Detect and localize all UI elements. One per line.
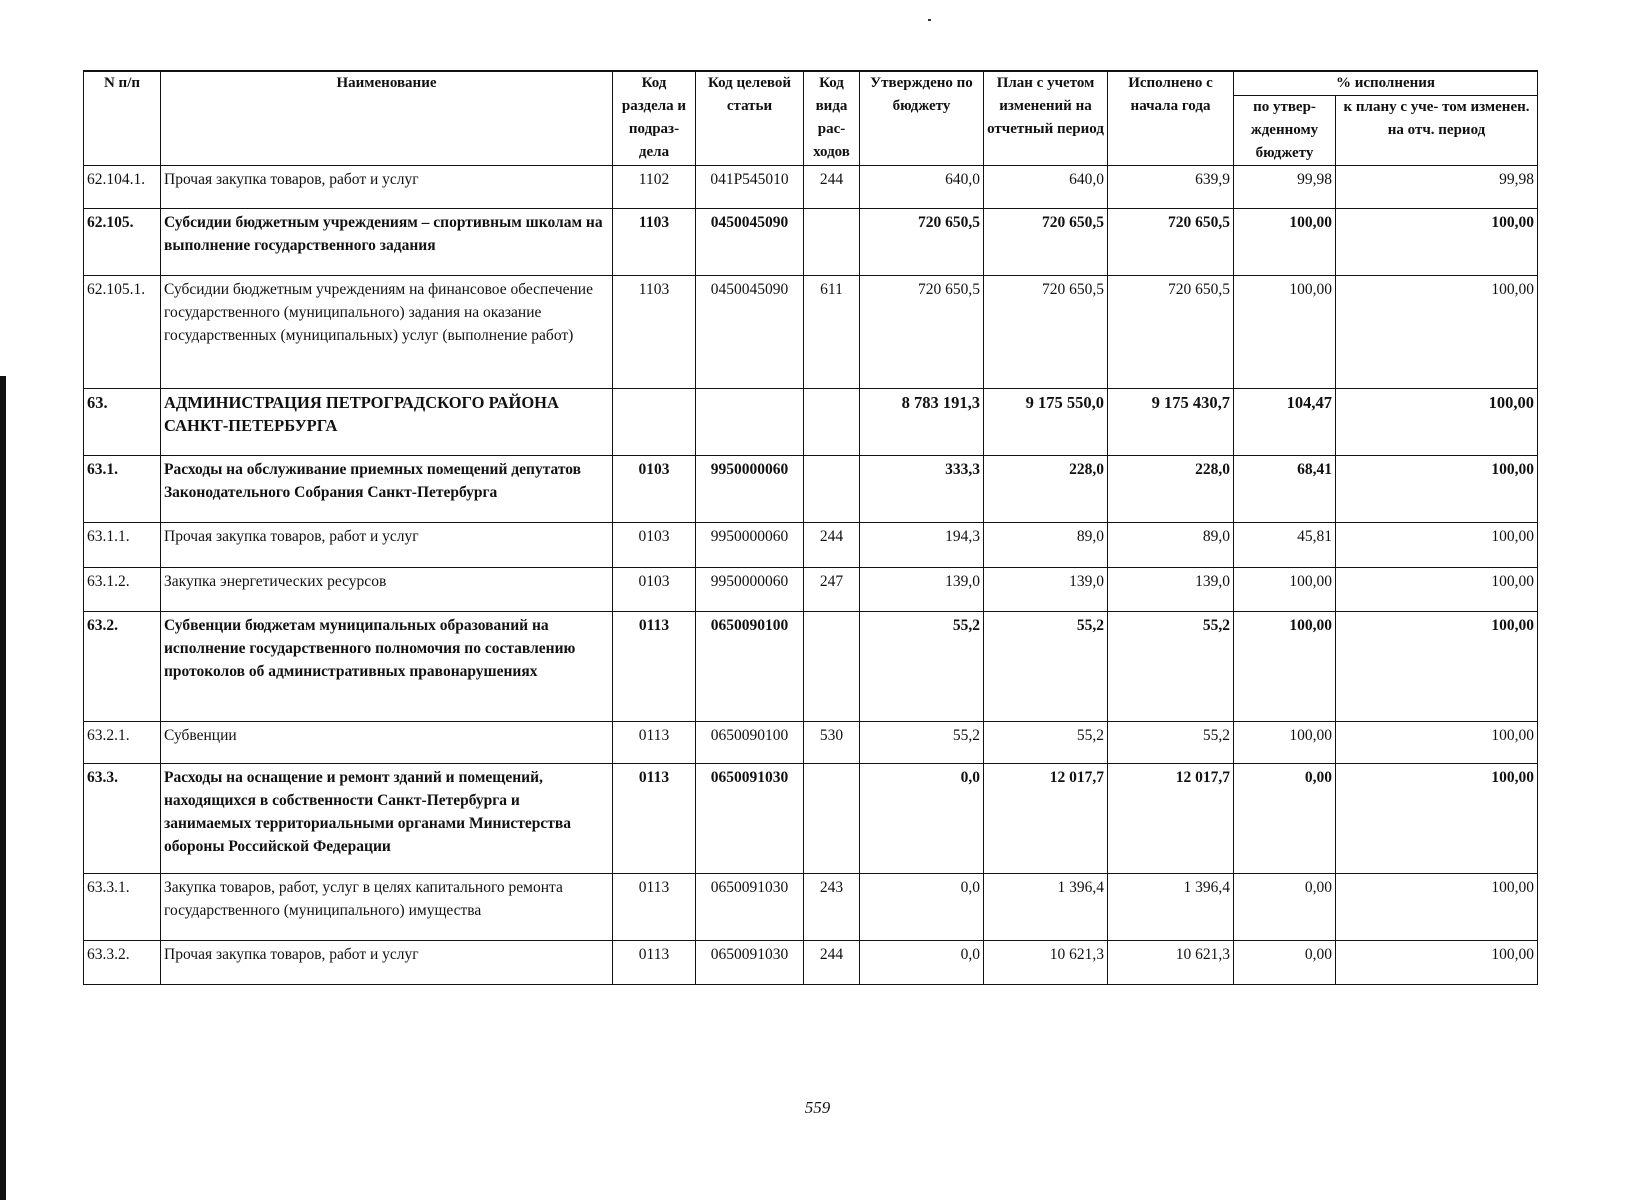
row-name: Субвенции бюджетам муниципальных образований на исполнение государственного полномочия по составлению протоколов об административных правонарушениях <box>161 612 613 722</box>
row-pct-plan: 100,00 <box>1336 276 1538 389</box>
row-pct-plan: 100,00 <box>1336 722 1538 764</box>
header-approved: Утверждено по бюджету <box>860 71 984 166</box>
row-expense-code <box>804 612 860 722</box>
header-expense-code: Код вида рас- ходов <box>804 71 860 166</box>
row-section-code <box>613 389 696 456</box>
row-expense-code: 244 <box>804 523 860 568</box>
row-pct-budget: 100,00 <box>1234 568 1336 612</box>
row-target-code: 041P545010 <box>696 166 804 209</box>
row-executed: 639,9 <box>1108 166 1234 209</box>
row-approved: 55,2 <box>860 612 984 722</box>
row-pct-budget: 100,00 <box>1234 722 1336 764</box>
row-executed: 89,0 <box>1108 523 1234 568</box>
row-executed: 55,2 <box>1108 722 1234 764</box>
table-row <box>84 209 1538 276</box>
row-section-code: 1103 <box>613 276 696 389</box>
row-section-code: 0103 <box>613 568 696 612</box>
row-target-code: 0450045090 <box>696 209 804 276</box>
header-row <box>84 71 1538 96</box>
row-approved: 0,0 <box>860 941 984 985</box>
row-num: 63.2.1. <box>84 722 161 764</box>
row-executed: 10 621,3 <box>1108 941 1234 985</box>
row-executed: 139,0 <box>1108 568 1234 612</box>
row-pct-budget: 68,41 <box>1234 456 1336 523</box>
row-target-code: 0650091030 <box>696 874 804 941</box>
row-target-code: 9950000060 <box>696 456 804 523</box>
row-section-code: 0113 <box>613 764 696 874</box>
row-num: 62.104.1. <box>84 166 161 209</box>
row-name: Расходы на оснащение и ремонт зданий и помещений, находящихся в собственности Санкт-Петербурга и занимаемых территориальными органами Министерства обороны Российской Федерации <box>161 764 613 874</box>
row-section-code: 1103 <box>613 209 696 276</box>
row-name: Прочая закупка товаров, работ и услуг <box>161 941 613 985</box>
row-pct-budget: 0,00 <box>1234 874 1336 941</box>
header-pct-budget: по утвер- жденному бюджету <box>1234 96 1336 166</box>
scan-edge <box>0 376 6 1200</box>
row-expense-code: 244 <box>804 166 860 209</box>
row-plan: 1 396,4 <box>984 874 1108 941</box>
row-num: 63.1. <box>84 456 161 523</box>
header-plan: План с учетом изменений на отчетный период <box>984 71 1108 166</box>
row-approved: 720 650,5 <box>860 209 984 276</box>
row-pct-budget: 0,00 <box>1234 941 1336 985</box>
row-section-code: 1102 <box>613 166 696 209</box>
row-pct-budget: 100,00 <box>1234 612 1336 722</box>
row-name: Субсидии бюджетным учреждениям – спортивным школам на выполнение государственного задания <box>161 209 613 276</box>
row-name: Закупка товаров, работ, услуг в целях капитального ремонта государственного (муниципального) имущества <box>161 874 613 941</box>
table-row <box>84 456 1538 523</box>
row-pct-budget: 0,00 <box>1234 764 1336 874</box>
row-target-code <box>696 389 804 456</box>
row-plan: 139,0 <box>984 568 1108 612</box>
row-pct-plan: 100,00 <box>1336 941 1538 985</box>
row-target-code: 0650091030 <box>696 764 804 874</box>
table-row <box>84 568 1538 612</box>
row-plan: 12 017,7 <box>984 764 1108 874</box>
row-name: АДМИНИСТРАЦИЯ ПЕТРОГРАДСКОГО РАЙОНА САНКТ-ПЕТЕРБУРГА <box>161 389 613 456</box>
row-pct-budget: 104,47 <box>1234 389 1336 456</box>
row-approved: 139,0 <box>860 568 984 612</box>
row-approved: 55,2 <box>860 722 984 764</box>
row-section-code: 0113 <box>613 612 696 722</box>
row-pct-budget: 100,00 <box>1234 209 1336 276</box>
row-section-code: 0113 <box>613 874 696 941</box>
row-num: 63.1.2. <box>84 568 161 612</box>
row-approved: 0,0 <box>860 764 984 874</box>
header-pct-group: % исполнения <box>1234 71 1538 96</box>
row-target-code: 0650090100 <box>696 612 804 722</box>
row-pct-plan: 100,00 <box>1336 874 1538 941</box>
row-pct-plan: 100,00 <box>1336 209 1538 276</box>
row-num: 63.3.1. <box>84 874 161 941</box>
row-num: 63. <box>84 389 161 456</box>
row-expense-code: 611 <box>804 276 860 389</box>
row-expense-code <box>804 764 860 874</box>
row-approved: 333,3 <box>860 456 984 523</box>
row-pct-plan: 100,00 <box>1336 389 1538 456</box>
row-num: 62.105. <box>84 209 161 276</box>
table-row <box>84 874 1538 941</box>
row-pct-plan: 100,00 <box>1336 764 1538 874</box>
row-approved: 720 650,5 <box>860 276 984 389</box>
row-num: 63.3.2. <box>84 941 161 985</box>
row-target-code: 9950000060 <box>696 568 804 612</box>
row-name: Прочая закупка товаров, работ и услуг <box>161 166 613 209</box>
row-plan: 9 175 550,0 <box>984 389 1108 456</box>
table-row <box>84 523 1538 568</box>
row-name: Субвенции <box>161 722 613 764</box>
row-name: Расходы на обслуживание приемных помещений депутатов Законодательного Собрания Санкт-Петербурга <box>161 456 613 523</box>
row-pct-plan: 100,00 <box>1336 568 1538 612</box>
row-approved: 194,3 <box>860 523 984 568</box>
row-section-code: 0103 <box>613 456 696 523</box>
row-plan: 640,0 <box>984 166 1108 209</box>
header-name: Наименование <box>161 71 613 166</box>
row-pct-plan: 99,98 <box>1336 166 1538 209</box>
row-num: 63.3. <box>84 764 161 874</box>
row-expense-code: 247 <box>804 568 860 612</box>
row-expense-code <box>804 209 860 276</box>
row-plan: 720 650,5 <box>984 276 1108 389</box>
header-num: N п/п <box>84 71 161 166</box>
row-plan: 55,2 <box>984 722 1108 764</box>
row-executed: 720 650,5 <box>1108 209 1234 276</box>
page-number: 559 <box>804 1098 831 1117</box>
row-expense-code: 243 <box>804 874 860 941</box>
row-expense-code <box>804 389 860 456</box>
row-approved: 8 783 191,3 <box>860 389 984 456</box>
row-target-code: 0650091030 <box>696 941 804 985</box>
row-pct-budget: 45,81 <box>1234 523 1336 568</box>
row-section-code: 0113 <box>613 722 696 764</box>
row-expense-code <box>804 456 860 523</box>
row-target-code: 0450045090 <box>696 276 804 389</box>
table-row <box>84 764 1538 874</box>
table-row <box>84 941 1538 985</box>
row-executed: 9 175 430,7 <box>1108 389 1234 456</box>
row-expense-code: 244 <box>804 941 860 985</box>
row-approved: 0,0 <box>860 874 984 941</box>
row-name: Прочая закупка товаров, работ и услуг <box>161 523 613 568</box>
row-plan: 10 621,3 <box>984 941 1108 985</box>
row-executed: 720 650,5 <box>1108 276 1234 389</box>
table-row <box>84 389 1538 456</box>
row-num: 63.1.1. <box>84 523 161 568</box>
row-plan: 55,2 <box>984 612 1108 722</box>
scan-speck <box>928 19 931 21</box>
row-expense-code: 530 <box>804 722 860 764</box>
row-plan: 720 650,5 <box>984 209 1108 276</box>
row-executed: 228,0 <box>1108 456 1234 523</box>
row-num: 62.105.1. <box>84 276 161 389</box>
row-section-code: 0103 <box>613 523 696 568</box>
row-target-code: 0650090100 <box>696 722 804 764</box>
row-pct-plan: 100,00 <box>1336 523 1538 568</box>
row-executed: 55,2 <box>1108 612 1234 722</box>
row-pct-plan: 100,00 <box>1336 456 1538 523</box>
table-row <box>84 612 1538 722</box>
header-executed: Исполнено с начала года <box>1108 71 1234 166</box>
budget-execution-table <box>83 70 1538 985</box>
header-section-code: Код раздела и подраз- дела <box>613 71 696 166</box>
row-num: 63.2. <box>84 612 161 722</box>
table-row <box>84 166 1538 209</box>
row-name: Закупка энергетических ресурсов <box>161 568 613 612</box>
row-plan: 89,0 <box>984 523 1108 568</box>
row-target-code: 9950000060 <box>696 523 804 568</box>
row-pct-budget: 100,00 <box>1234 276 1336 389</box>
row-pct-plan: 100,00 <box>1336 612 1538 722</box>
header-target-code: Код целевой статьи <box>696 71 804 166</box>
header-pct-plan: к плану с уче- том изменен. на отч. период <box>1336 96 1538 166</box>
table-row <box>84 276 1538 389</box>
row-pct-budget: 99,98 <box>1234 166 1336 209</box>
row-executed: 1 396,4 <box>1108 874 1234 941</box>
row-approved: 640,0 <box>860 166 984 209</box>
row-section-code: 0113 <box>613 941 696 985</box>
row-name: Субсидии бюджетным учреждениям на финансовое обеспечение государственного (муниципального) задания на оказание государственных (муниципальных) услуг (выполнение работ) <box>161 276 613 389</box>
row-plan: 228,0 <box>984 456 1108 523</box>
row-executed: 12 017,7 <box>1108 764 1234 874</box>
table-row <box>84 722 1538 764</box>
